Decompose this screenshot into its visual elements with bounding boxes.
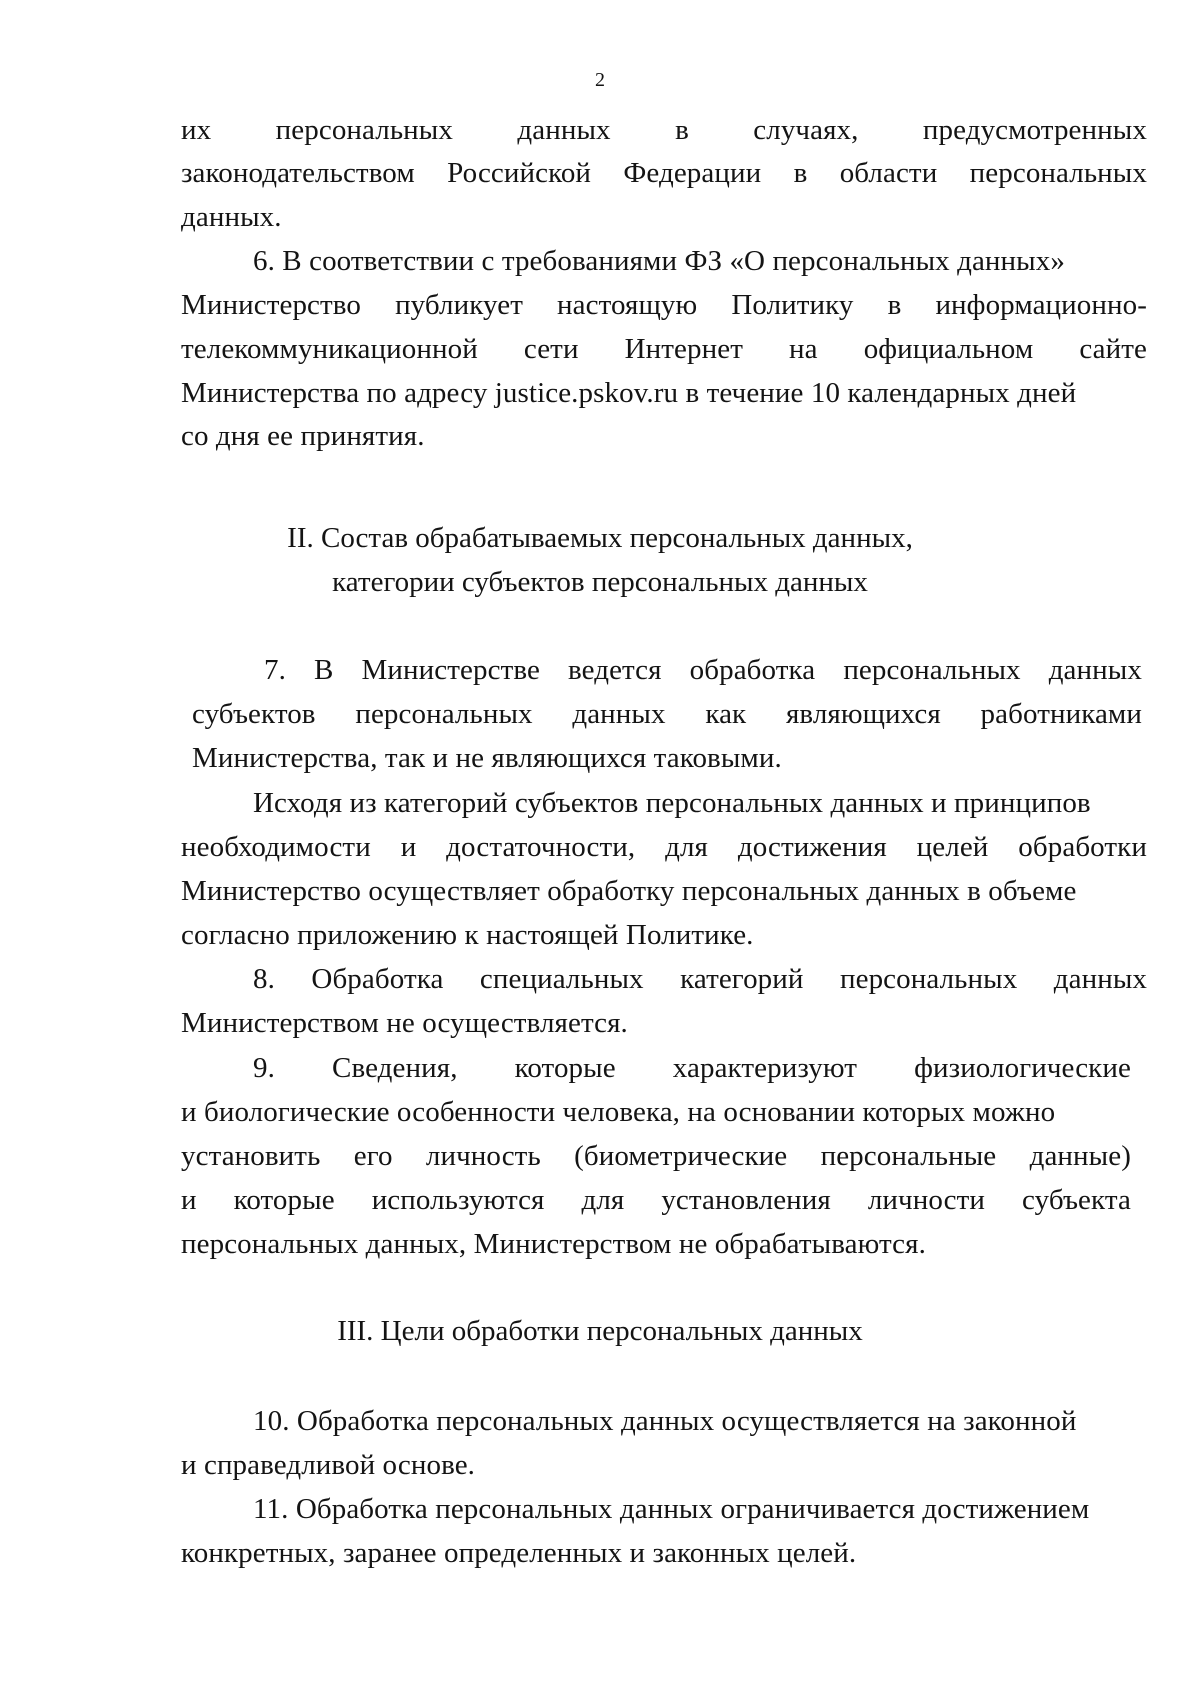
word: области: [839, 157, 938, 189]
section-2-subtitle: категории субъектов персональных данных: [332, 566, 868, 598]
paragraph-6-line: 6. В соответствии с требованиями ФЗ «О персональных данных»: [253, 245, 1065, 277]
paragraph-9-line: и биологические особенности человека, на основании которых можно: [181, 1096, 1056, 1128]
word: данных: [1053, 963, 1147, 995]
section-3-title: III. Цели обработки персональных данных: [337, 1315, 863, 1347]
word: информационно-: [935, 289, 1147, 321]
word: которые: [233, 1184, 335, 1216]
word: физиологические: [914, 1052, 1131, 1084]
paragraph-7b-line: Министерство осуществляет обработку персональных данных в объеме: [181, 875, 1077, 907]
word: В: [314, 654, 334, 686]
paragraph-7-line: [264, 652, 1142, 688]
word: случаях,: [753, 114, 859, 146]
word: данных: [1048, 654, 1142, 686]
section-2-title: II. Состав обрабатываемых персональных данных,: [287, 522, 913, 554]
paragraph-8-line: Министерством не осуществляется.: [181, 1007, 628, 1039]
word: личность: [425, 1140, 541, 1172]
word: на: [789, 333, 818, 365]
word: и: [181, 1184, 197, 1216]
word: установить: [181, 1140, 321, 1172]
word: для: [581, 1184, 625, 1216]
word: сайте: [1079, 333, 1147, 365]
word: персональных: [275, 114, 453, 146]
word: их: [181, 114, 212, 146]
word: в: [887, 289, 902, 321]
word: в: [675, 114, 689, 146]
word: обработки: [1018, 831, 1147, 863]
paragraph-9-line: [181, 1138, 1131, 1174]
word: 8.: [253, 963, 275, 995]
paragraph-9-line: [253, 1050, 1131, 1086]
word: 7.: [264, 654, 286, 686]
word: телекоммуникационной: [181, 333, 478, 365]
word: как: [705, 698, 747, 730]
word: целей: [916, 831, 989, 863]
paragraph-6-line: [181, 287, 1147, 323]
word: данных: [517, 114, 611, 146]
paragraph-line: данных.: [181, 201, 282, 233]
word: установления: [661, 1184, 831, 1216]
word: персональных: [355, 698, 533, 730]
word: его: [353, 1140, 393, 1172]
word: Сведения,: [332, 1052, 458, 1084]
paragraph-8-line: [253, 961, 1147, 997]
word: характеризуют: [672, 1052, 858, 1084]
word: необходимости: [181, 831, 371, 863]
word: субъектов: [192, 698, 316, 730]
paragraph-11-line: 11. Обработка персональных данных ограничивается достижением: [253, 1493, 1090, 1525]
word: Обработка: [311, 963, 444, 995]
word: предусмотренных: [922, 114, 1147, 146]
word: Интернет: [624, 333, 743, 365]
word: которые: [514, 1052, 616, 1084]
paragraph-9-line: [181, 1182, 1131, 1218]
word: Политику: [731, 289, 854, 321]
word: субъекта: [1022, 1184, 1131, 1216]
word: законодательством: [181, 157, 415, 189]
paragraph-6-line: [181, 331, 1147, 367]
paragraph-6-line: со дня ее принятия.: [181, 420, 425, 452]
word: обработка: [689, 654, 816, 686]
word: 9.: [253, 1052, 275, 1084]
word: персональных: [969, 157, 1147, 189]
word: личности: [867, 1184, 986, 1216]
word: Министерстве: [361, 654, 540, 686]
word: ведется: [568, 654, 662, 686]
page-number: 2: [595, 69, 605, 91]
word: категорий: [680, 963, 804, 995]
word: специальных: [479, 963, 644, 995]
paragraph-7b-line: Исходя из категорий субъектов персональных данных и принципов: [253, 787, 1091, 819]
paragraph-11-line: конкретных, заранее определенных и законных целей.: [181, 1537, 857, 1569]
paragraph-6-line: Министерства по адресу justice.pskov.ru в течение 10 календарных дней: [181, 377, 1077, 409]
word: данных: [572, 698, 666, 730]
paragraph-9-line: персональных данных, Министерством не обрабатываются.: [181, 1228, 926, 1260]
word: достижения: [737, 831, 887, 863]
paragraph-line: [181, 155, 1147, 191]
word: Российской: [447, 157, 592, 189]
word: персональные: [820, 1140, 997, 1172]
paragraph-7b-line: [181, 829, 1147, 865]
word: используются: [371, 1184, 545, 1216]
paragraph-line: [181, 112, 1147, 148]
word: официальном: [863, 333, 1034, 365]
paragraph-10-line: и справедливой основе.: [181, 1449, 476, 1481]
word: (биометрические: [574, 1140, 788, 1172]
word: персональных: [843, 654, 1021, 686]
word: сети: [523, 333, 579, 365]
word: в: [793, 157, 808, 189]
word: для: [665, 831, 708, 863]
word: и: [400, 831, 417, 863]
paragraph-7b-line: согласно приложению к настоящей Политике.: [181, 919, 754, 951]
word: публикует: [395, 289, 523, 321]
word: Министерство: [181, 289, 362, 321]
word: достаточности,: [446, 831, 636, 863]
word: настоящую: [557, 289, 698, 321]
word: данные): [1029, 1140, 1131, 1172]
paragraph-10-line: 10. Обработка персональных данных осуществляется на законной: [253, 1405, 1077, 1437]
word: персональных: [839, 963, 1018, 995]
word: Федерации: [623, 157, 762, 189]
word: являющихся: [785, 698, 941, 730]
paragraph-7-line: Министерства, так и не являющихся таковыми.: [192, 742, 782, 774]
paragraph-7-line: [192, 696, 1142, 732]
word: работниками: [980, 698, 1142, 730]
